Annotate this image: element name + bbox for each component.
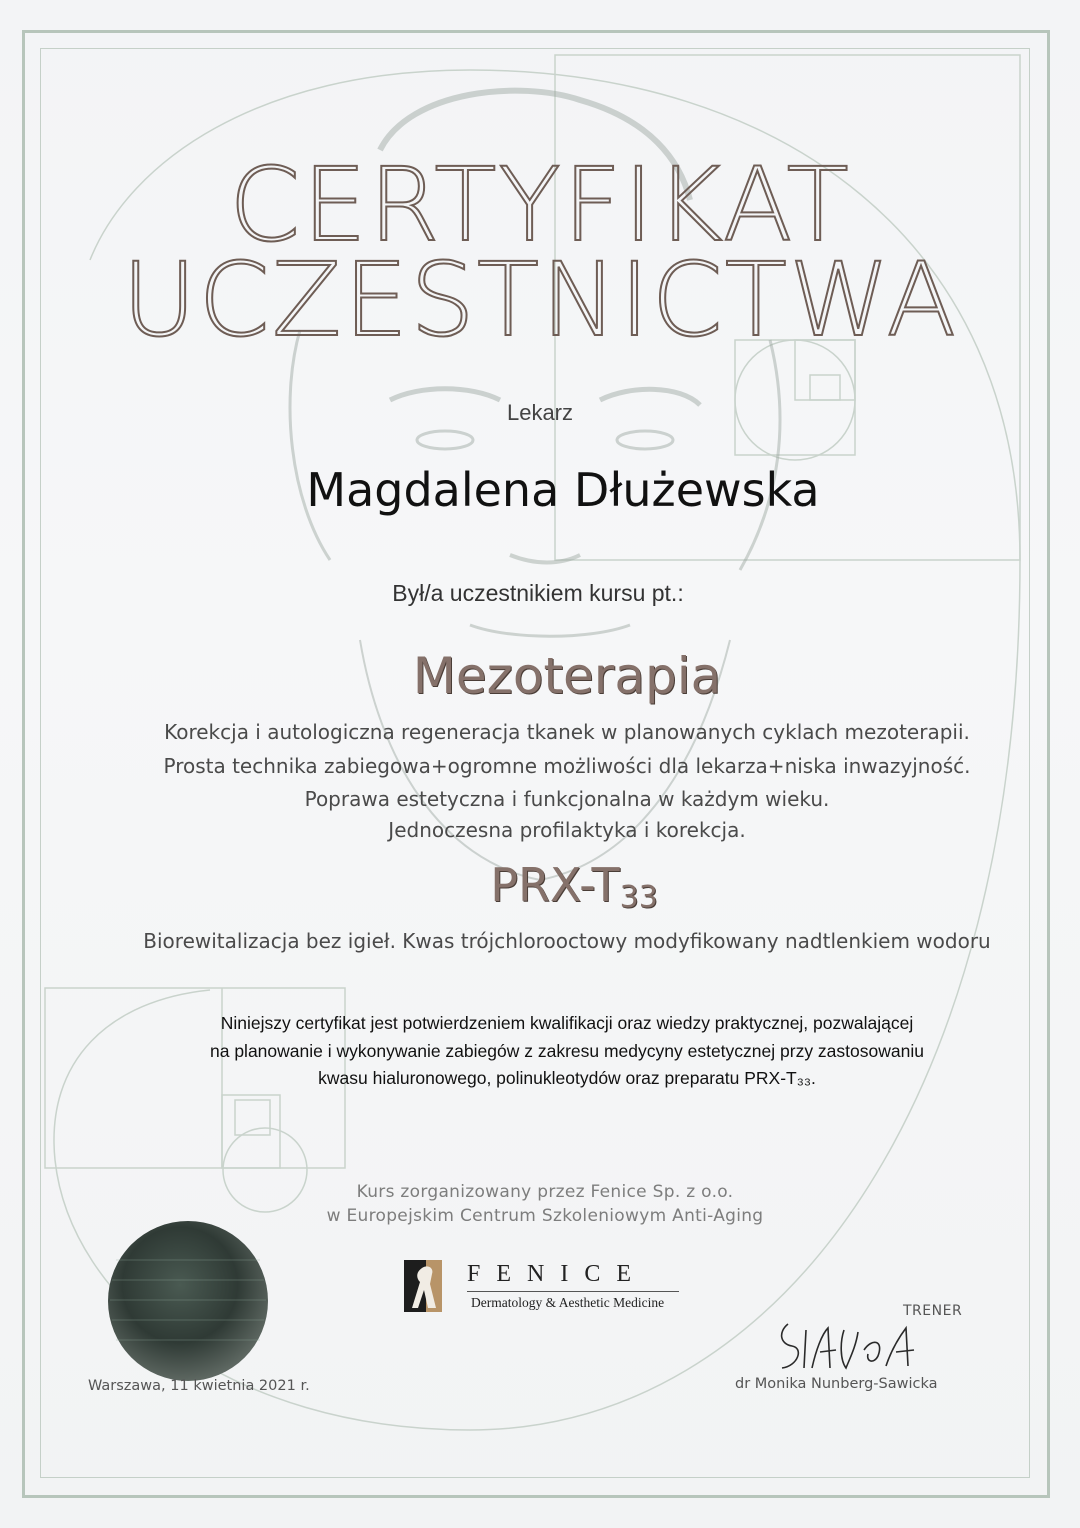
hologram-seal — [106, 1220, 270, 1382]
product-name — [0, 858, 1080, 915]
course-description-line: Korekcja i autologiczna regeneracja tkanek w planowanych cyklach mezoterapii. — [164, 720, 970, 744]
statement-line: na planowanie i wykonywanie zabiegów z zakresu medycyny estetycznej przy zastosowaniu — [210, 1041, 924, 1061]
logo-divider — [467, 1291, 679, 1292]
certificate-title-line1: CERTYFIKAT — [229, 146, 851, 265]
product-description: Biorewitalizacja bez igieł. Kwas trójchlorooctowy modyfikowany nadtlenkiem wodoru — [143, 929, 991, 953]
course-description-line: Poprawa estetyczna i funkcjonalna w każdym wieku. — [304, 787, 830, 811]
course-name: Mezoterapia — [412, 647, 722, 705]
certificate-title-line2: UCZESTNICTWA — [121, 241, 959, 360]
recipient-name: Magdalena Dłużewska — [306, 463, 820, 517]
product-name-text: PRX-T — [490, 858, 620, 912]
logo-subtitle: Dermatology & Aesthetic Medicine — [471, 1295, 665, 1310]
statement-line: Niniejszy certyfikat jest potwierdzeniem kwalifikacji oraz wiedzy praktycznej, pozwalającej — [220, 1013, 914, 1033]
trainer-signature — [760, 1310, 930, 1380]
profession-label: Lekarz — [506, 400, 574, 425]
product-name-subscript: 33 — [619, 880, 658, 915]
course-description-line: Prosta technika zabiegowa+ogromne możliwości dla lekarza+niska inwazyjność. — [163, 754, 971, 778]
organizer-line: w Europejskim Centrum Szkoleniowym Anti-Aging — [326, 1206, 764, 1226]
place-and-date: Warszawa, 11 kwietnia 2021 r. — [88, 1378, 310, 1394]
organizer-line: Kurs zorganizowany przez Fenice Sp. z o.o. — [356, 1182, 734, 1202]
course-label: Był/a uczestnikiem kursu pt.: — [392, 580, 684, 606]
trainer-name: dr Monika Nunberg-Sawicka — [735, 1376, 938, 1392]
statement-line: kwasu hialuronowego, polinukleotydów oraz preparatu PRX-T₃₃. — [318, 1068, 816, 1088]
logo-wordmark: FENICE — [467, 1261, 647, 1287]
course-description-line: Jednoczesna profilaktyka i korekcja. — [388, 818, 746, 842]
trainer-label: TRENER — [903, 1303, 963, 1319]
